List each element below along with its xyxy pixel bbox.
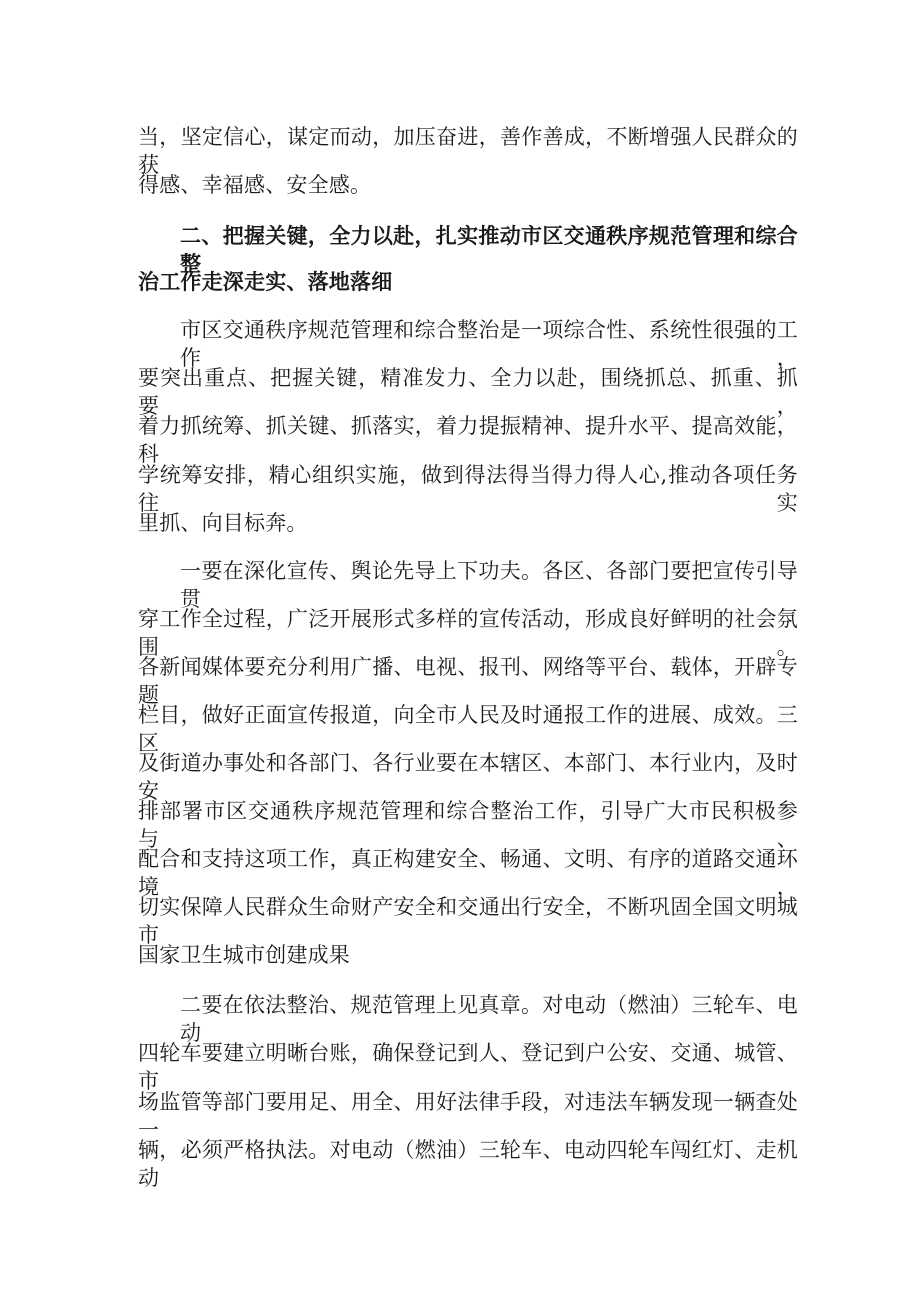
paragraph-line: 得感、幸福感、安全感。	[138, 173, 372, 197]
paragraph-line: 及街道办事处和各部门、各行业要在本辖区、本部门、本行业内，及时安	[138, 751, 798, 803]
paragraph-line: 切实保障人民群众生命财产安全和交通出行安全，不断巩固全国文明城市	[138, 895, 798, 947]
section-heading-line: 治工作走深走实、落地落细	[138, 269, 393, 294]
paragraph-line: 着力抓统筹、抓关键、抓落实，着力提振精神、提升水平、提高效能，科	[138, 414, 798, 466]
section-heading-line: 二、把握关键，全力以赴，扎实推动市区交通秩序规范管理和综合整	[180, 223, 798, 276]
paragraph-line: 辆，必须严格执法。对电动（燃油）三轮车、电动四轮车闯红灯、走机动	[138, 1138, 798, 1190]
paragraph-line: 国家卫生城市创建成果	[138, 943, 350, 967]
paragraph-line: 场监管等部门要用足、用全、用好法律手段，对违法车辆发现一辆查处一	[138, 1090, 798, 1142]
paragraph-line: 当，坚定信心，谋定而动，加压奋进，善作善成，不断增强人民群众的获	[138, 125, 798, 177]
paragraph-line: 一要在深化宣传、舆论先导上下功夫。各区、各部门要把宣传引导贯	[180, 559, 798, 611]
paragraph-line: 二要在依法整治、规范管理上见真章。对电动（燃油）三轮车、电动	[180, 993, 798, 1045]
paragraph-line: 学统筹安排，精心组织实施，做到得法得当得力得人心,推动各项任务往实	[138, 463, 798, 515]
paragraph-line: 四轮车要建立明晰台账，确保登记到人、登记到户公安、交通、城管、市	[138, 1041, 798, 1093]
paragraph-line: 配合和支持这项工作，真正构建安全、畅通、文明、有序的道路交通环境，	[138, 847, 798, 899]
paragraph-line: 排部署市区交通秩序规范管理和综合整治工作，引导广大市民积极参与、	[138, 799, 798, 851]
paragraph-line: 要突出重点、把握关键，精准发力、全力以赴，围绕抓总、抓重、抓要，	[138, 366, 798, 418]
paragraph-line: 穿工作全过程，广泛开展形式多样的宣传活动，形成良好鲜明的社会氛围。	[138, 607, 798, 659]
paragraph-line: 各新闻媒体要充分利用广播、电视、报刊、网络等平台、载体，开辟专题	[138, 655, 798, 707]
paragraph-line: 栏目，做好正面宣传报道，向全市人民及时通报工作的进展、成效。三区	[138, 703, 798, 755]
paragraph-line: 里抓、向目标奔。	[138, 511, 308, 535]
paragraph-line: 市区交通秩序规范管理和综合整治是一项综合性、系统性很强的工作，	[180, 318, 798, 370]
